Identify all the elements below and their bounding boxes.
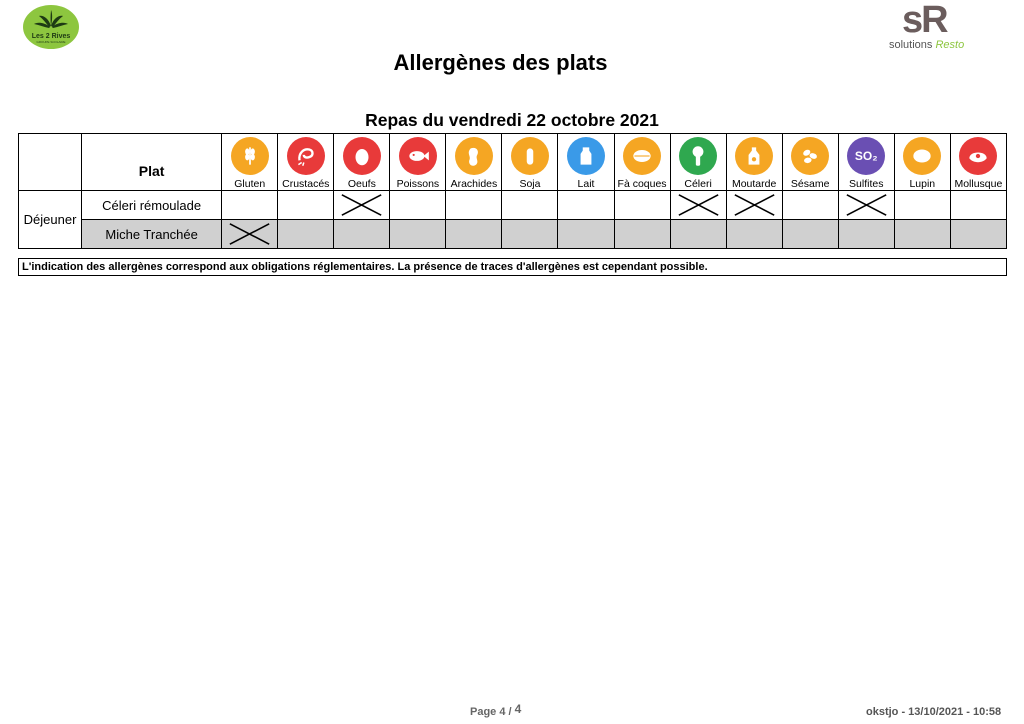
meal-date-title: Repas du vendredi 22 octobre 2021 [365,110,659,130]
corner-cell [19,134,82,191]
milk-icon [567,137,605,175]
allergen-label: Céleri [684,178,712,190]
allergen-cell [334,220,390,249]
cross-mark-icon [727,191,782,219]
allergen-present-mark [334,191,390,220]
table-row [19,220,1007,249]
allergen-header-poissons [390,134,446,191]
allergen-present-mark [726,191,782,220]
allergen-cell [726,220,782,249]
mollusc-icon [959,137,997,175]
allergen-label: Fà coques [617,178,667,190]
allergen-disclaimer: L'indication des allergènes correspond aux obligations réglementaires. La présence de traces d'allergènes est cependant possible. [18,258,1007,276]
sr-logo-mark: sR [902,0,947,41]
wheat-icon [231,137,269,175]
svg-text:GROUPE SCOLAIRE: GROUPE SCOLAIRE [36,40,66,44]
allergen-label: Oeufs [347,178,376,190]
allergen-cell [502,191,558,220]
plat-header: Plat [82,134,222,191]
sr-logo-resto: Resto [935,39,965,51]
meal-label: Déjeuner [19,191,82,249]
page-total: 4 [514,702,522,716]
allergen-header-s-same [782,134,838,191]
egg-icon [343,137,381,175]
allergen-cell [502,220,558,249]
allergen-header-moutarde [726,134,782,191]
allergen-label: Sésame [790,178,830,190]
allergen-header-c-leri [670,134,726,191]
table-row [19,191,1007,220]
allergen-header-f-coques [614,134,670,191]
allergen-label: Crustacés [282,178,330,190]
allergen-cell [670,220,726,249]
allergen-header-crustac-s [278,134,334,191]
svg-text:Les 2 Rives: Les 2 Rives [31,33,71,40]
allergen-cell [782,220,838,249]
allergen-cell [614,220,670,249]
allergen-cell [446,191,502,220]
allergen-label: Gluten [234,178,266,190]
allergen-header-lupin [894,134,950,191]
allergen-cell [390,220,446,249]
so2-icon [847,137,885,175]
fish-icon [399,137,437,175]
allergen-header-gluten [222,134,278,191]
peanut-icon [455,137,493,175]
allergen-label: Lait [577,178,595,190]
allergen-cell [614,191,670,220]
allergen-label: Mollusque [954,178,1003,190]
allergen-present-mark [222,220,278,249]
allergen-cell [390,191,446,220]
les-2-rives-logo [22,3,80,50]
dish-name: Céleri rémoulade [82,191,222,220]
allergen-cell [838,220,894,249]
mustard-icon [735,137,773,175]
cross-mark-icon [222,220,277,248]
allergen-cell [446,220,502,249]
allergen-cell [558,191,614,220]
allergen-cell [950,220,1006,249]
cross-mark-icon [839,191,894,219]
allergen-header-sulfites [838,134,894,191]
allergen-cell [894,191,950,220]
allergen-label: Arachides [450,178,498,190]
allergen-header-arachides [446,134,502,191]
allergen-cell [222,191,278,220]
allergen-cell [782,191,838,220]
sesame-icon [791,137,829,175]
allergen-label: Lupin [909,178,936,190]
allergen-present-mark [670,191,726,220]
allergen-header-row [19,134,1007,191]
allergen-present-mark [838,191,894,220]
allergen-cell [558,220,614,249]
allergen-cell [894,220,950,249]
allergen-cell [278,220,334,249]
soy-icon [511,137,549,175]
allergen-label: Soja [519,178,541,190]
solutions-resto-logo [886,2,986,54]
page-number [470,704,521,718]
allergen-cell [950,191,1006,220]
shrimp-icon [287,137,325,175]
document-title: Allergènes des plats [393,50,608,75]
cross-mark-icon [334,191,389,219]
nut-icon [623,137,661,175]
lupin-icon [903,137,941,175]
print-stamp: okstjo - 13/10/2021 - 10:58 [866,706,1002,718]
allergen-label: Sulfites [849,178,884,190]
so2-label: SO₂ [854,149,878,163]
sr-logo-solutions: solutions [889,39,933,51]
allergen-header-soja [502,134,558,191]
allergen-label: Moutarde [731,178,777,190]
allergen-header-oeufs [334,134,390,191]
allergen-label: Poissons [396,178,440,190]
allergen-header-lait [558,134,614,191]
allergen-header-mollusque [950,134,1006,191]
page-prefix: Page 4 / [470,706,512,718]
celery-icon [679,137,717,175]
dish-name: Miche Tranchée [82,220,222,249]
cross-mark-icon [671,191,726,219]
allergen-table [18,133,1007,249]
allergen-cell [278,191,334,220]
